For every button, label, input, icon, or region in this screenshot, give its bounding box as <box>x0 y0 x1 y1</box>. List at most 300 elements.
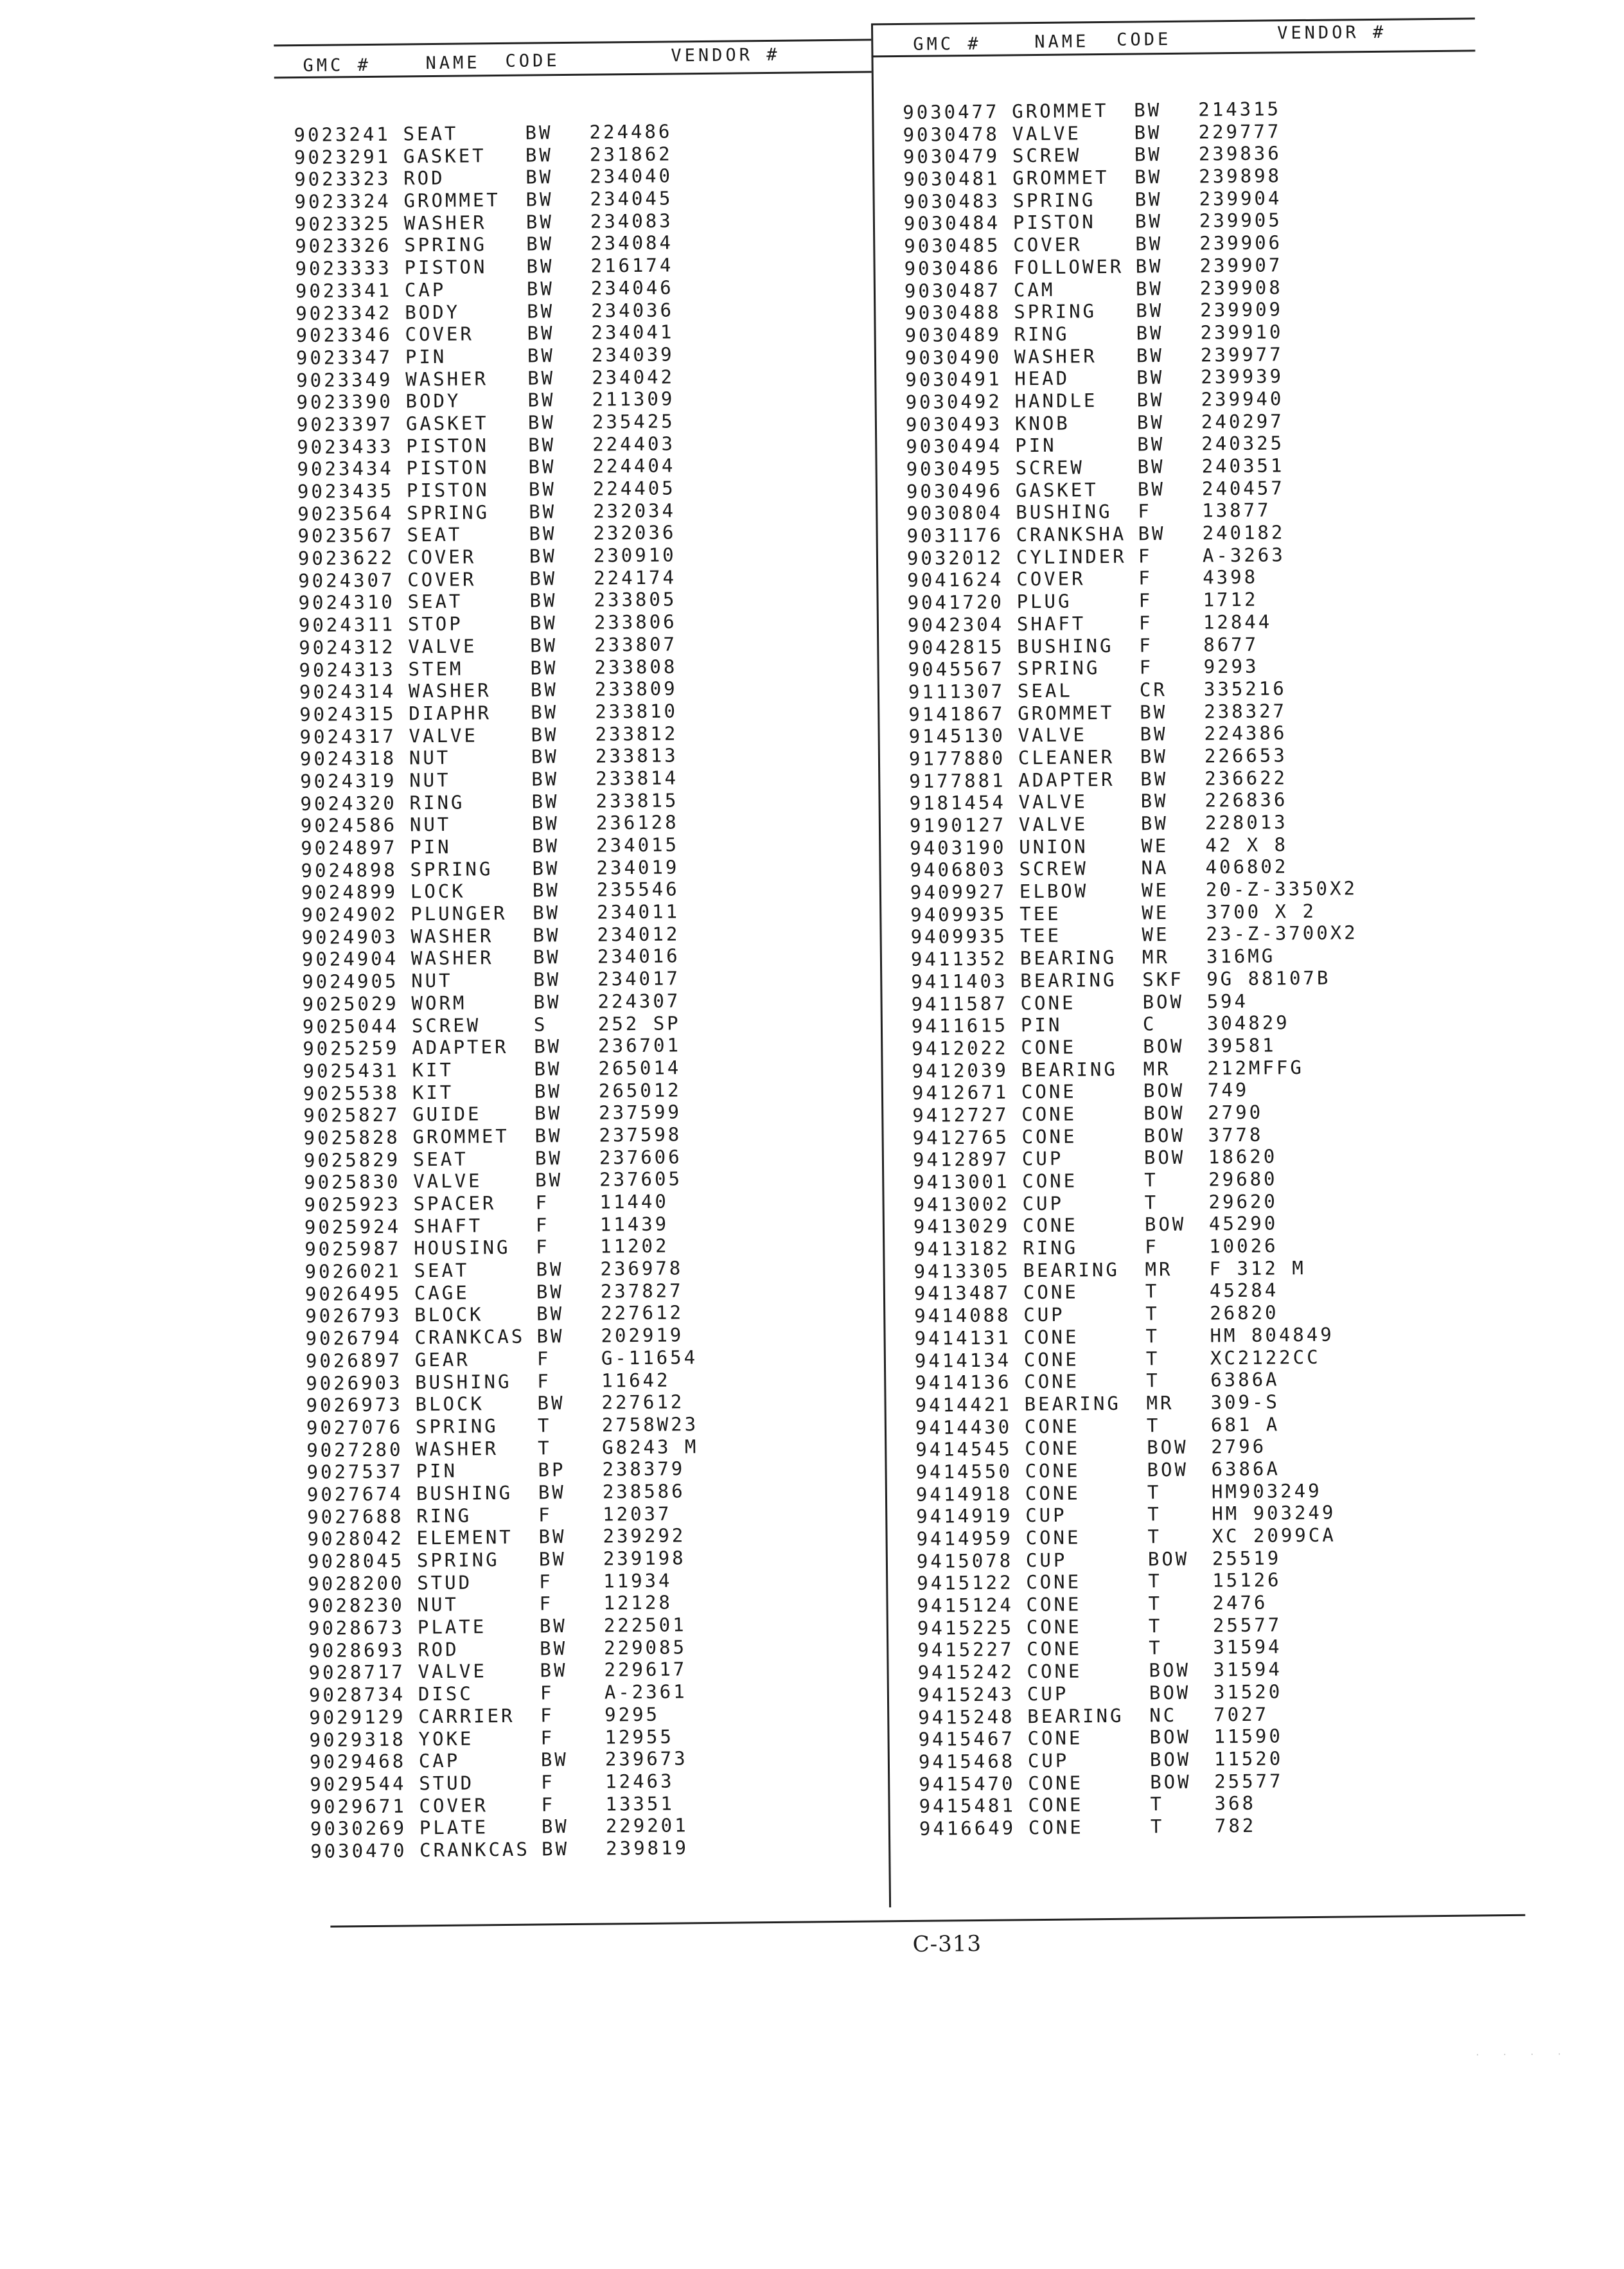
gmc-number: 9413182 <box>914 1237 1011 1260</box>
name-code: BW <box>1134 143 1163 166</box>
name-code: BW <box>536 1258 564 1281</box>
part-name: CONE <box>1022 1214 1078 1237</box>
name-code: BW <box>540 1748 569 1771</box>
gmc-number: 9024899 <box>301 880 398 904</box>
part-name: VALVE <box>409 724 479 747</box>
part-name: BEARING <box>1019 946 1117 970</box>
part-name: PISTON <box>406 456 490 479</box>
part-name: KIT <box>412 1081 454 1103</box>
vendor-number: 239909 <box>1200 298 1284 321</box>
vendor-number: 233813 <box>595 744 678 767</box>
gmc-number: 9024311 <box>298 613 396 637</box>
gmc-number: 9415227 <box>917 1638 1014 1662</box>
part-name: VALVE <box>1018 813 1088 836</box>
name-code: F <box>537 1369 551 1393</box>
gmc-number: 9023342 <box>296 301 393 325</box>
gmc-number: 9024320 <box>300 792 397 815</box>
part-name: RING <box>409 791 465 814</box>
vendor-number: 239673 <box>605 1747 688 1770</box>
gmc-number: 9026021 <box>304 1259 402 1283</box>
gmc-number: 9024897 <box>301 836 398 860</box>
name-code: F <box>540 1682 554 1704</box>
part-name: SPRING <box>1014 300 1097 323</box>
part-name: BUSHING <box>1017 634 1114 657</box>
part-name: BEARING <box>1024 1392 1121 1416</box>
gmc-number: 9023325 <box>294 212 392 235</box>
gmc-number: 9411403 <box>911 970 1008 993</box>
gmc-number: 9414430 <box>915 1415 1012 1439</box>
name-code: F <box>540 1726 555 1748</box>
name-code: BW <box>539 1615 567 1637</box>
gmc-number: 9023564 <box>297 502 394 525</box>
vendor-number: 239904 <box>1199 187 1282 210</box>
part-name: CONE <box>1025 1437 1081 1460</box>
name-code: F <box>539 1570 553 1593</box>
vendor-number: 229085 <box>604 1636 687 1659</box>
part-name: SPRING <box>416 1549 500 1572</box>
name-code: BW <box>531 701 559 724</box>
part-name: KIT <box>412 1058 454 1081</box>
part-name: CONE <box>1025 1459 1081 1482</box>
name-code: F <box>541 1771 555 1793</box>
part-name: COVER <box>1016 567 1086 591</box>
name-code: BW <box>533 902 561 924</box>
part-name: RING <box>416 1504 472 1527</box>
gmc-number: 9030490 <box>905 346 1002 369</box>
name-code: BW <box>1137 433 1165 456</box>
name-code: BW <box>525 166 554 188</box>
part-name: NUT <box>411 969 453 992</box>
vendor-number: 235425 <box>592 410 675 433</box>
vendor-number: 202919 <box>601 1324 684 1347</box>
name-code: MR <box>1142 946 1170 968</box>
part-name: PISTON <box>1012 211 1096 234</box>
part-name: BEARING <box>1027 1704 1124 1727</box>
part-name: HEAD <box>1014 367 1070 390</box>
vendor-number: 234019 <box>596 856 680 879</box>
name-code: BW <box>529 589 558 612</box>
name-code: F <box>1145 1236 1159 1258</box>
part-name: FOLLOWER <box>1013 255 1124 279</box>
header-left-vendor: VENDOR # <box>671 44 781 66</box>
part-name: SCREW <box>411 1013 481 1037</box>
vendor-number: 227612 <box>601 1301 684 1325</box>
part-name: VALVE <box>1018 724 1088 747</box>
part-name: CAGE <box>414 1281 470 1304</box>
name-code: BOW <box>1143 1124 1186 1147</box>
gmc-number: 9029129 <box>309 1705 406 1729</box>
name-code: T <box>1149 1637 1163 1659</box>
name-code: T <box>1148 1614 1163 1637</box>
vendor-number: 232034 <box>593 499 676 522</box>
name-code: T <box>537 1414 552 1437</box>
name-code: BW <box>525 188 554 211</box>
vendor-number: 4398 <box>1203 566 1258 589</box>
part-name: SPRING <box>1017 657 1100 680</box>
gmc-number: 9023324 <box>294 190 391 213</box>
part-name: BEARING <box>1023 1258 1120 1282</box>
part-name: SPRING <box>1012 188 1096 212</box>
part-name: CUP <box>1023 1303 1065 1326</box>
header-right-name: NAME <box>1034 31 1090 52</box>
part-name: GROMMET <box>1012 166 1109 190</box>
vendor-number: 233815 <box>596 788 679 812</box>
name-code: BW <box>527 322 555 344</box>
name-code: T <box>1146 1369 1160 1392</box>
vendor-number: 15126 <box>1212 1569 1282 1592</box>
name-code: BW <box>529 567 558 590</box>
name-code: F <box>1138 567 1152 589</box>
scan-specks: . . . . <box>1475 2047 1571 2058</box>
gmc-number: 9030491 <box>905 368 1002 391</box>
gmc-number: 9024898 <box>301 859 398 882</box>
gmc-number: 9403190 <box>910 836 1007 859</box>
part-name: CONE <box>1021 1036 1077 1059</box>
name-code: BW <box>534 1058 562 1080</box>
name-code: BW <box>536 1303 565 1325</box>
vendor-number: 335216 <box>1203 677 1287 700</box>
name-code: BW <box>536 1280 564 1303</box>
name-code: T <box>1145 1280 1160 1303</box>
name-code: BW <box>535 1169 563 1191</box>
part-name: WASHER <box>410 924 494 948</box>
name-code: BOW <box>1149 1681 1191 1704</box>
gmc-number: 9045567 <box>908 657 1005 681</box>
vendor-number: 224386 <box>1204 722 1287 745</box>
vendor-number: 31594 <box>1213 1635 1282 1659</box>
part-name: BLOCK <box>414 1303 484 1326</box>
vendor-number: 23-Z-3700X2 <box>1206 921 1358 945</box>
vendor-number: 26820 <box>1210 1301 1279 1324</box>
gmc-number: 9412727 <box>912 1103 1009 1126</box>
part-name: GROMMET <box>1018 701 1115 724</box>
part-name: COVER <box>419 1793 489 1817</box>
name-code: BW <box>529 522 557 545</box>
name-code: T <box>1147 1526 1162 1548</box>
vendor-number: 234045 <box>590 187 673 210</box>
name-code: BW <box>531 723 559 746</box>
name-code: BW <box>531 745 559 768</box>
vendor-number: 222501 <box>603 1614 687 1637</box>
gmc-number: 9024314 <box>299 680 396 704</box>
name-code: T <box>1147 1503 1161 1526</box>
vendor-number: HM 903249 <box>1212 1501 1336 1525</box>
gmc-number: 9409935 <box>910 925 1007 948</box>
part-name: ADAPTER <box>1018 768 1115 791</box>
gmc-number: 9414421 <box>915 1393 1012 1416</box>
part-name: VALVE <box>418 1660 488 1683</box>
part-name: VALVE <box>1012 121 1082 145</box>
gmc-number: 9415225 <box>917 1616 1014 1639</box>
gmc-number: 9023622 <box>297 546 395 570</box>
gmc-number: 9415078 <box>916 1549 1014 1572</box>
name-code: MR <box>1146 1391 1174 1414</box>
name-code: BW <box>1136 366 1165 389</box>
part-name: CYLINDER <box>1016 545 1127 569</box>
name-code: BOW <box>1142 990 1185 1013</box>
part-name: PLATE <box>419 1816 489 1839</box>
vendor-number: 9295 <box>605 1703 660 1726</box>
vendor-number: 252 SP <box>597 1011 681 1035</box>
part-name: SEAT <box>407 591 463 613</box>
vendor-number: 10026 <box>1209 1234 1278 1258</box>
name-code: BW <box>1134 121 1162 144</box>
part-name: SHAFT <box>1016 612 1086 636</box>
gmc-number: 9413487 <box>914 1281 1011 1305</box>
name-code: BW <box>531 790 560 813</box>
part-name: YOKE <box>418 1727 474 1750</box>
gmc-number: 9030479 <box>903 145 1000 168</box>
name-code: BOW <box>1144 1213 1187 1236</box>
gmc-number: 9413001 <box>913 1170 1010 1193</box>
vendor-number: XC2122CC <box>1210 1346 1321 1369</box>
part-name: UNION <box>1019 835 1088 858</box>
name-code: BW <box>1140 767 1169 790</box>
name-code: BW <box>529 500 557 523</box>
part-name: CONE <box>1024 1370 1080 1393</box>
part-name: CONE <box>1027 1660 1082 1683</box>
part-name: CUP <box>1021 1147 1064 1170</box>
gmc-number: 9415122 <box>917 1571 1014 1595</box>
vendor-number: 2796 <box>1211 1435 1267 1458</box>
name-code: BW <box>1134 99 1162 121</box>
gmc-number: 9030493 <box>905 413 1003 436</box>
name-code: F <box>536 1348 551 1370</box>
vendor-number: 265014 <box>598 1056 682 1080</box>
vendor-number: 239910 <box>1200 321 1284 344</box>
name-code: WE <box>1142 901 1170 924</box>
part-name: BODY <box>405 301 461 323</box>
part-name: BUSHING <box>1016 501 1113 524</box>
vendor-number: 2476 <box>1212 1591 1268 1614</box>
vendor-number: 234046 <box>590 276 674 299</box>
vendor-number: 29680 <box>1208 1168 1278 1191</box>
vendor-number: 234015 <box>596 833 680 857</box>
right-parts-list <box>903 96 1497 1840</box>
name-code: F <box>1138 589 1153 612</box>
name-code: BW <box>534 1146 563 1170</box>
vendor-number: 11520 <box>1214 1747 1284 1770</box>
top-rule-left <box>274 39 871 46</box>
header-left-name: NAME <box>425 53 481 74</box>
gmc-number: 9029318 <box>309 1728 406 1751</box>
name-code: BW <box>534 1125 563 1147</box>
part-name: CONE <box>1025 1526 1081 1549</box>
gmc-number: 9023241 <box>294 123 391 147</box>
part-name: DISC <box>418 1682 473 1705</box>
vendor-number: 239898 <box>1199 165 1282 188</box>
name-code: BP <box>538 1459 566 1481</box>
part-name: PISTON <box>406 434 490 458</box>
gmc-number: 9415470 <box>919 1772 1016 1795</box>
vendor-number: 12128 <box>603 1591 673 1614</box>
gmc-number: 9025924 <box>304 1215 402 1238</box>
gmc-number: 9028734 <box>308 1683 406 1707</box>
part-name: CAP <box>418 1749 461 1772</box>
vendor-number: G8243 M <box>602 1435 699 1459</box>
name-code: WE <box>1141 879 1170 902</box>
part-name: CUP <box>1022 1192 1064 1215</box>
gmc-number: 9023291 <box>294 145 391 168</box>
gmc-number: 9029671 <box>310 1795 407 1818</box>
part-name: RING <box>1023 1236 1079 1259</box>
part-name: NUT <box>409 814 452 836</box>
vendor-number: HM 804849 <box>1210 1323 1334 1347</box>
name-code: T <box>1150 1793 1165 1815</box>
gmc-number: 9190127 <box>909 814 1007 837</box>
vendor-number: 239819 <box>606 1837 689 1860</box>
name-code: BW <box>530 656 558 679</box>
header-right-vendor: VENDOR # <box>1276 22 1387 44</box>
gmc-number: 9030804 <box>906 501 1003 525</box>
name-code: BOW <box>1147 1436 1188 1459</box>
part-name: BODY <box>405 389 461 413</box>
name-code: BW <box>1134 188 1163 211</box>
gmc-number: 9415248 <box>918 1705 1015 1729</box>
vendor-number: 11590 <box>1214 1725 1284 1748</box>
part-name: DIAPHR <box>409 702 492 725</box>
part-name: GUIDE <box>412 1103 482 1126</box>
vendor-number: 31520 <box>1213 1680 1283 1704</box>
gmc-number: 9023349 <box>296 368 393 391</box>
gmc-number: 9029468 <box>309 1750 407 1774</box>
vendor-number: 234083 <box>590 209 673 233</box>
vendor-number: 12955 <box>605 1725 675 1748</box>
gmc-number: 9415467 <box>918 1727 1015 1751</box>
name-code: BOW <box>1147 1547 1190 1571</box>
gmc-number: 9030470 <box>310 1839 407 1862</box>
vendor-number: 240351 <box>1201 454 1285 477</box>
gmc-number: 9028717 <box>308 1660 405 1684</box>
vendor-number: 240297 <box>1201 409 1284 433</box>
part-name: STUD <box>419 1772 475 1795</box>
gmc-number: 9111307 <box>908 680 1005 703</box>
part-name: CONE <box>1023 1326 1079 1349</box>
gmc-number: 9032012 <box>906 546 1004 569</box>
part-name: LOCK <box>410 880 466 903</box>
gmc-number: 9025828 <box>303 1126 400 1149</box>
vendor-number: 236701 <box>598 1034 682 1057</box>
gmc-number: 9414131 <box>914 1326 1011 1349</box>
part-name: CUP <box>1027 1749 1070 1772</box>
part-name: TEE <box>1019 925 1062 947</box>
vendor-number: 229201 <box>605 1814 689 1837</box>
gmc-number: 9141867 <box>908 702 1005 725</box>
vendor-number: 13877 <box>1202 499 1271 522</box>
vendor-number: 237605 <box>599 1168 683 1191</box>
name-code: BW <box>541 1815 569 1838</box>
part-name: CONE <box>1028 1816 1084 1839</box>
part-name: WASHER <box>405 367 489 390</box>
vendor-number: 3778 <box>1208 1123 1264 1146</box>
vendor-number: XC 2099CA <box>1212 1524 1336 1547</box>
gmc-number: 9030496 <box>906 479 1003 503</box>
gmc-number: 9023347 <box>296 346 393 369</box>
name-code: BW <box>525 210 554 233</box>
part-name: CONE <box>1021 1103 1077 1126</box>
name-code: T <box>538 1436 552 1459</box>
name-code: BW <box>534 1102 563 1125</box>
name-code: BW <box>1136 321 1164 344</box>
part-name: NUT <box>409 769 451 792</box>
vendor-number: 227612 <box>601 1391 685 1414</box>
name-code: CR <box>1139 678 1168 701</box>
name-code: BW <box>527 366 556 389</box>
part-name: ROD <box>418 1638 459 1661</box>
name-code: F <box>539 1592 554 1615</box>
gmc-number: 9025044 <box>302 1015 400 1038</box>
gmc-number: 9030492 <box>905 390 1002 413</box>
gmc-number: 9414919 <box>916 1504 1013 1528</box>
vendor-number: 233814 <box>596 767 679 790</box>
name-code: BW <box>533 990 561 1013</box>
gmc-number: 9024312 <box>299 636 396 659</box>
part-name: PIN <box>1020 1013 1063 1037</box>
part-name: COVER <box>405 323 475 346</box>
parts-row <box>919 1812 1497 1840</box>
vendor-number: 230910 <box>593 544 676 567</box>
vendor-number: 224403 <box>592 432 676 456</box>
part-name: STUD <box>417 1571 473 1594</box>
vendor-number: 45284 <box>1209 1279 1279 1302</box>
name-code: T <box>1144 1169 1158 1191</box>
name-code: F <box>540 1704 554 1727</box>
gmc-number: 9406803 <box>910 858 1007 882</box>
vendor-number: 6386A <box>1210 1368 1280 1391</box>
vendor-number: 239905 <box>1199 209 1282 232</box>
gmc-number: 9415124 <box>917 1594 1014 1617</box>
vendor-number: 237827 <box>600 1279 684 1303</box>
gmc-number: 9023435 <box>297 479 394 503</box>
gmc-number: 9412897 <box>912 1148 1010 1171</box>
name-code: BW <box>528 433 556 456</box>
vendor-number: 6386A <box>1211 1457 1281 1481</box>
part-name: GROMMET <box>1012 99 1109 123</box>
vendor-number: 42 X 8 <box>1205 833 1289 857</box>
gmc-number: 9414545 <box>915 1437 1012 1461</box>
vendor-number: 239908 <box>1199 276 1283 299</box>
vendor-number: 240457 <box>1201 476 1285 500</box>
vendor-number: 224486 <box>589 120 673 143</box>
gmc-number: 9030478 <box>903 123 1000 146</box>
vendor-number: 212MFFG <box>1207 1056 1304 1080</box>
part-name: GASKET <box>403 144 486 168</box>
part-name: SPRING <box>410 857 493 881</box>
gmc-number: 9027674 <box>306 1482 404 1506</box>
gmc-number: 9024313 <box>299 658 396 681</box>
vendor-number: 232036 <box>593 521 676 544</box>
gmc-number: 9041624 <box>907 568 1004 592</box>
part-name: PIN <box>1015 434 1057 457</box>
name-code: BW <box>538 1548 567 1571</box>
name-code: BW <box>1134 166 1163 188</box>
part-name: SPACER <box>413 1192 497 1215</box>
vendor-number: 2758W23 <box>601 1412 699 1436</box>
part-name: CONE <box>1024 1414 1080 1437</box>
header-right-code: CODE <box>1116 29 1172 50</box>
name-code: BW <box>531 768 560 790</box>
part-name: NUT <box>417 1594 459 1616</box>
name-code: BW <box>532 879 560 902</box>
header-left-code: CODE <box>505 51 560 71</box>
name-code: F <box>1139 634 1153 656</box>
name-code: BW <box>1135 233 1163 255</box>
gmc-number: 9415243 <box>917 1683 1015 1706</box>
vendor-number: 11440 <box>599 1190 669 1213</box>
name-code: BW <box>537 1392 565 1414</box>
vendor-number: 234017 <box>597 967 681 990</box>
vendor-number: 224307 <box>597 990 681 1013</box>
